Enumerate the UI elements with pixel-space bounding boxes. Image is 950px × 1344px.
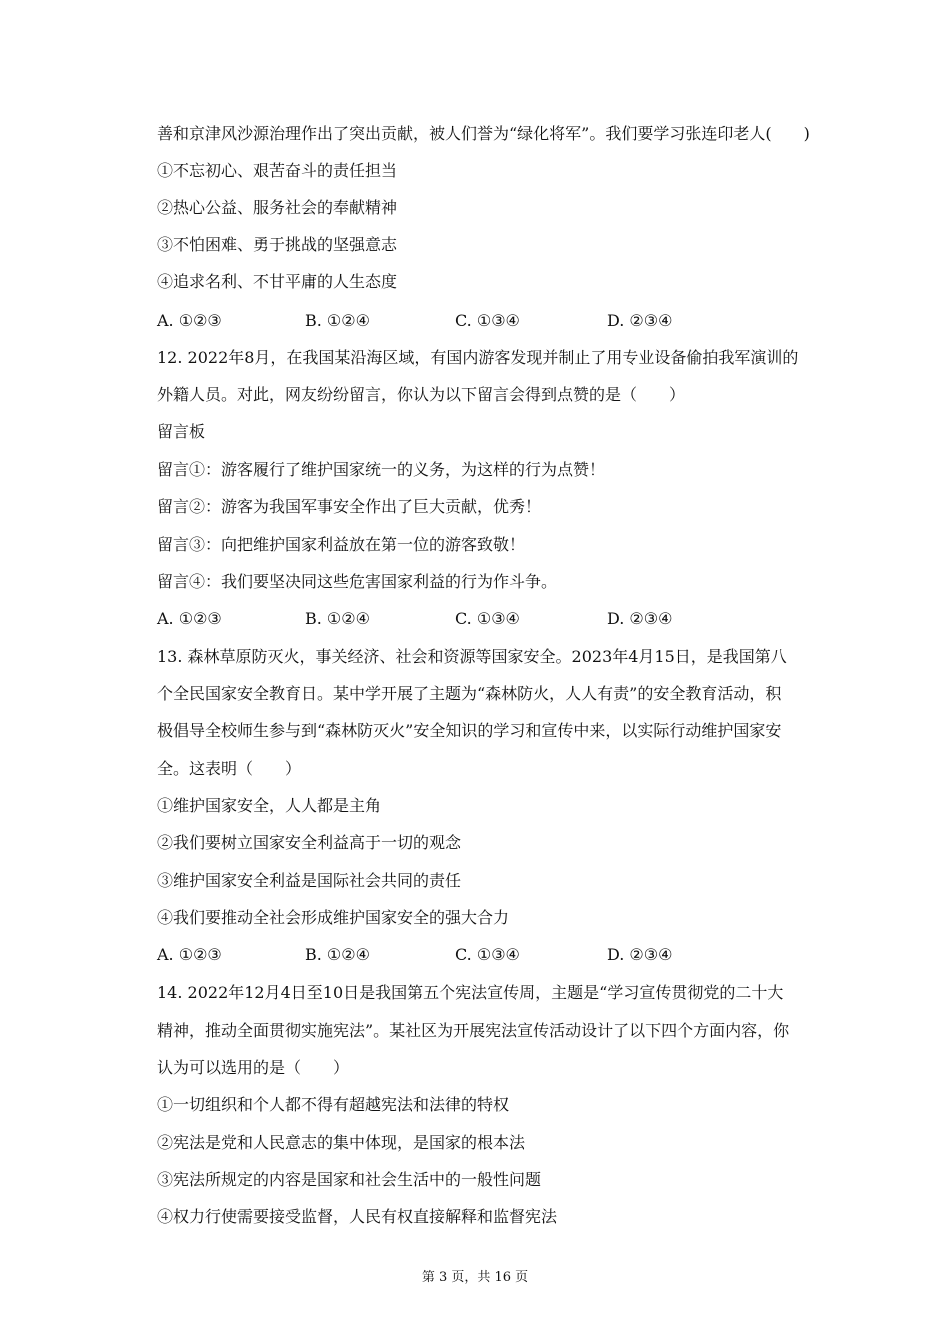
option-b: B. ①②④ bbox=[305, 311, 370, 330]
option-c: C. ①③④ bbox=[455, 609, 520, 628]
message-1: 留言①：游客履行了维护国家统一的义务，为这样的行为点赞！ bbox=[157, 460, 606, 479]
q12-stem-line-1: 12. 2022年8月，在我国某沿海区域，有国内游客发现并制止了用专业设备偷拍我军演训的 bbox=[157, 348, 799, 367]
q14-stem-line-2: 精神，推动全面贯彻实施宪法”。某社区为开展宪法宣传活动设计了以下四个方面内容，你 bbox=[157, 1021, 790, 1040]
option-d: D. ②③④ bbox=[607, 609, 673, 628]
q14-item-1: ①一切组织和个人都不得有超越宪法和法律的特权 bbox=[157, 1095, 510, 1114]
q11-item-1: ①不忘初心、艰苦奋斗的责任担当 bbox=[157, 161, 398, 180]
q14-item-4: ④权力行使需要接受监督，人民有权直接解释和监督宪法 bbox=[157, 1207, 558, 1226]
q13-item-4: ④我们要推动全社会形成维护国家安全的强大合力 bbox=[157, 908, 510, 927]
option-b: B. ①②④ bbox=[305, 945, 370, 964]
q14-stem-line-3: 认为可以选用的是（ ） bbox=[157, 1058, 350, 1077]
option-c: C. ①③④ bbox=[455, 311, 520, 330]
message-4: 留言④：我们要坚决同这些危害国家利益的行为作斗争。 bbox=[157, 572, 558, 591]
q13-stem-line-4: 全。这表明（ ） bbox=[157, 759, 302, 778]
option-d: D. ②③④ bbox=[607, 945, 673, 964]
option-a: A. ①②③ bbox=[157, 609, 222, 628]
q11-stem-line: 善和京津风沙源治理作出了突出贡献，被人们誉为“绿化将军”。我们要学习张连印老人( ) bbox=[157, 124, 810, 143]
q13-item-1: ①维护国家安全，人人都是主角 bbox=[157, 796, 382, 815]
q13-stem-line-3: 极倡导全校师生参与到“森林防灭火”安全知识的学习和宣传中来，以实际行动维护国家安 bbox=[157, 721, 782, 740]
option-a: A. ①②③ bbox=[157, 945, 222, 964]
q11-item-3: ③不怕困难、勇于挑战的坚强意志 bbox=[157, 235, 398, 254]
option-c: C. ①③④ bbox=[455, 945, 520, 964]
option-b: B. ①②④ bbox=[305, 609, 370, 628]
message-3: 留言③：向把维护国家利益放在第一位的游客致敬！ bbox=[157, 535, 526, 554]
q13-stem-line-2: 个全民国家安全教育日。某中学开展了主题为“森林防火，人人有责”的安全教育活动，积 bbox=[157, 684, 782, 703]
q14-stem-line-1: 14. 2022年12月4日至10日是我国第五个宪法宣传周，主题是“学习宣传贯彻党的二十大 bbox=[157, 983, 784, 1002]
q12-stem-line-2: 外籍人员。对此，网友纷纷留言，你认为以下留言会得到点赞的是（ ） bbox=[157, 385, 686, 404]
q13-item-3: ③维护国家安全利益是国际社会共同的责任 bbox=[157, 871, 462, 890]
q11-item-2: ②热心公益、服务社会的奉献精神 bbox=[157, 198, 398, 217]
q13-stem-line-1: 13. 森林草原防灭火，事关经济、社会和资源等国家安全。2023年4月15日，是我国第八 bbox=[157, 647, 787, 666]
option-d: D. ②③④ bbox=[607, 311, 673, 330]
message-2: 留言②：游客为我国军事安全作出了巨大贡献，优秀！ bbox=[157, 497, 542, 516]
option-a: A. ①②③ bbox=[157, 311, 222, 330]
q11-item-4: ④追求名利、不甘平庸的人生态度 bbox=[157, 272, 398, 291]
q13-item-2: ②我们要树立国家安全利益高于一切的观念 bbox=[157, 833, 462, 852]
page-footer: 第 3 页，共 16 页 bbox=[421, 1270, 529, 1285]
q14-item-3: ③宪法所规定的内容是国家和社会生活中的一般性问题 bbox=[157, 1170, 542, 1189]
q14-item-2: ②宪法是党和人民意志的集中体现，是国家的根本法 bbox=[157, 1133, 526, 1152]
message-board-title: 留言板 bbox=[157, 422, 206, 441]
